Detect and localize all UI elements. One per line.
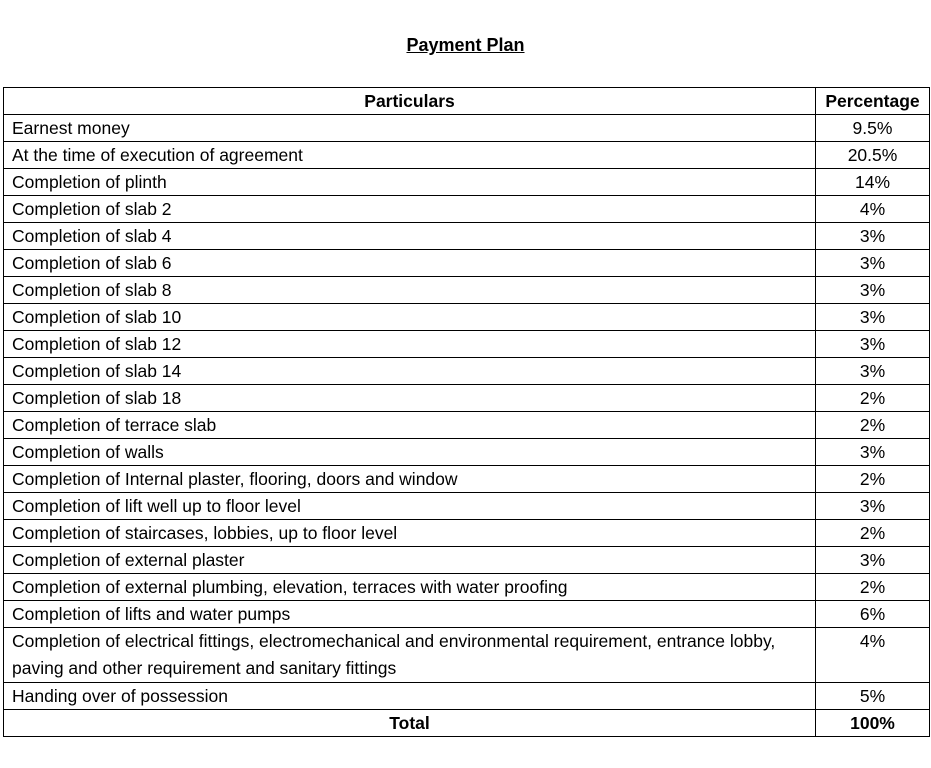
table-row [4, 358, 930, 385]
particular-cell: Completion of lifts and water pumps [4, 601, 816, 628]
particular-cell: Completion of slab 14 [4, 358, 816, 385]
percentage-cell: 3% [816, 358, 930, 385]
table-row [4, 277, 930, 304]
percentage-cell: 6% [816, 601, 930, 628]
percentage-cell: 2% [816, 385, 930, 412]
particular-cell: Completion of slab 10 [4, 304, 816, 331]
table-row [4, 142, 930, 169]
percentage-cell: 5% [816, 683, 930, 710]
percentage-header: Percentage [816, 88, 930, 115]
table-row [4, 331, 930, 358]
table-row [4, 466, 930, 493]
particular-cell: Completion of walls [4, 439, 816, 466]
percentage-cell: 2% [816, 520, 930, 547]
table-row [4, 385, 930, 412]
table-row [4, 574, 930, 601]
particular-cell: Completion of slab 6 [4, 250, 816, 277]
particular-cell: Completion of slab 4 [4, 223, 816, 250]
percentage-cell: 20.5% [816, 142, 930, 169]
table-row [4, 304, 930, 331]
percentage-cell: 2% [816, 412, 930, 439]
percentage-cell: 3% [816, 331, 930, 358]
total-row [4, 710, 930, 737]
particular-cell: Completion of plinth [4, 169, 816, 196]
percentage-cell: 3% [816, 547, 930, 574]
particular-cell: Completion of slab 12 [4, 331, 816, 358]
particular-cell: Completion of lift well up to floor level [4, 493, 816, 520]
table-row [4, 115, 930, 142]
table-row [4, 520, 930, 547]
particular-cell: Completion of slab 2 [4, 196, 816, 223]
total-percentage: 100% [816, 710, 930, 737]
percentage-cell: 3% [816, 493, 930, 520]
table-row [4, 196, 930, 223]
table-row [4, 601, 930, 628]
percentage-cell: 3% [816, 277, 930, 304]
percentage-cell: 2% [816, 574, 930, 601]
percentage-cell: 3% [816, 223, 930, 250]
percentage-cell: 3% [816, 304, 930, 331]
payment-plan-table [3, 87, 930, 737]
table-row [4, 223, 930, 250]
percentage-cell: 4% [816, 628, 930, 683]
percentage-cell: 9.5% [816, 115, 930, 142]
table-row [4, 250, 930, 277]
percentage-cell: 14% [816, 169, 930, 196]
percentage-cell: 2% [816, 466, 930, 493]
particular-cell: Completion of Internal plaster, flooring, doors and window [4, 466, 816, 493]
percentage-cell: 3% [816, 439, 930, 466]
page-title: Payment Plan [406, 35, 525, 55]
table-row [4, 493, 930, 520]
particular-cell: Completion of external plaster [4, 547, 816, 574]
total-label: Total [4, 710, 816, 737]
particular-cell: Completion of terrace slab [4, 412, 816, 439]
particular-cell: Earnest money [4, 115, 816, 142]
percentage-cell: 4% [816, 196, 930, 223]
particular-cell: Completion of external plumbing, elevation, terraces with water proofing [4, 574, 816, 601]
table-row [4, 547, 930, 574]
table-row [4, 439, 930, 466]
table-row [4, 169, 930, 196]
percentage-cell: 3% [816, 250, 930, 277]
particular-cell: Completion of electrical fittings, electromechanical and environmental requirement, entrance lobby, paving and other requirement and sanitary fittings [4, 628, 816, 683]
particulars-header: Particulars [4, 88, 816, 115]
table-header-row [4, 88, 930, 115]
particular-cell: Completion of slab 8 [4, 277, 816, 304]
table-row [4, 628, 930, 683]
table-row [4, 412, 930, 439]
particular-cell: Completion of staircases, lobbies, up to floor level [4, 520, 816, 547]
particular-cell: Handing over of possession [4, 683, 816, 710]
particular-cell: Completion of slab 18 [4, 385, 816, 412]
table-row [4, 683, 930, 710]
particular-cell: At the time of execution of agreement [4, 142, 816, 169]
